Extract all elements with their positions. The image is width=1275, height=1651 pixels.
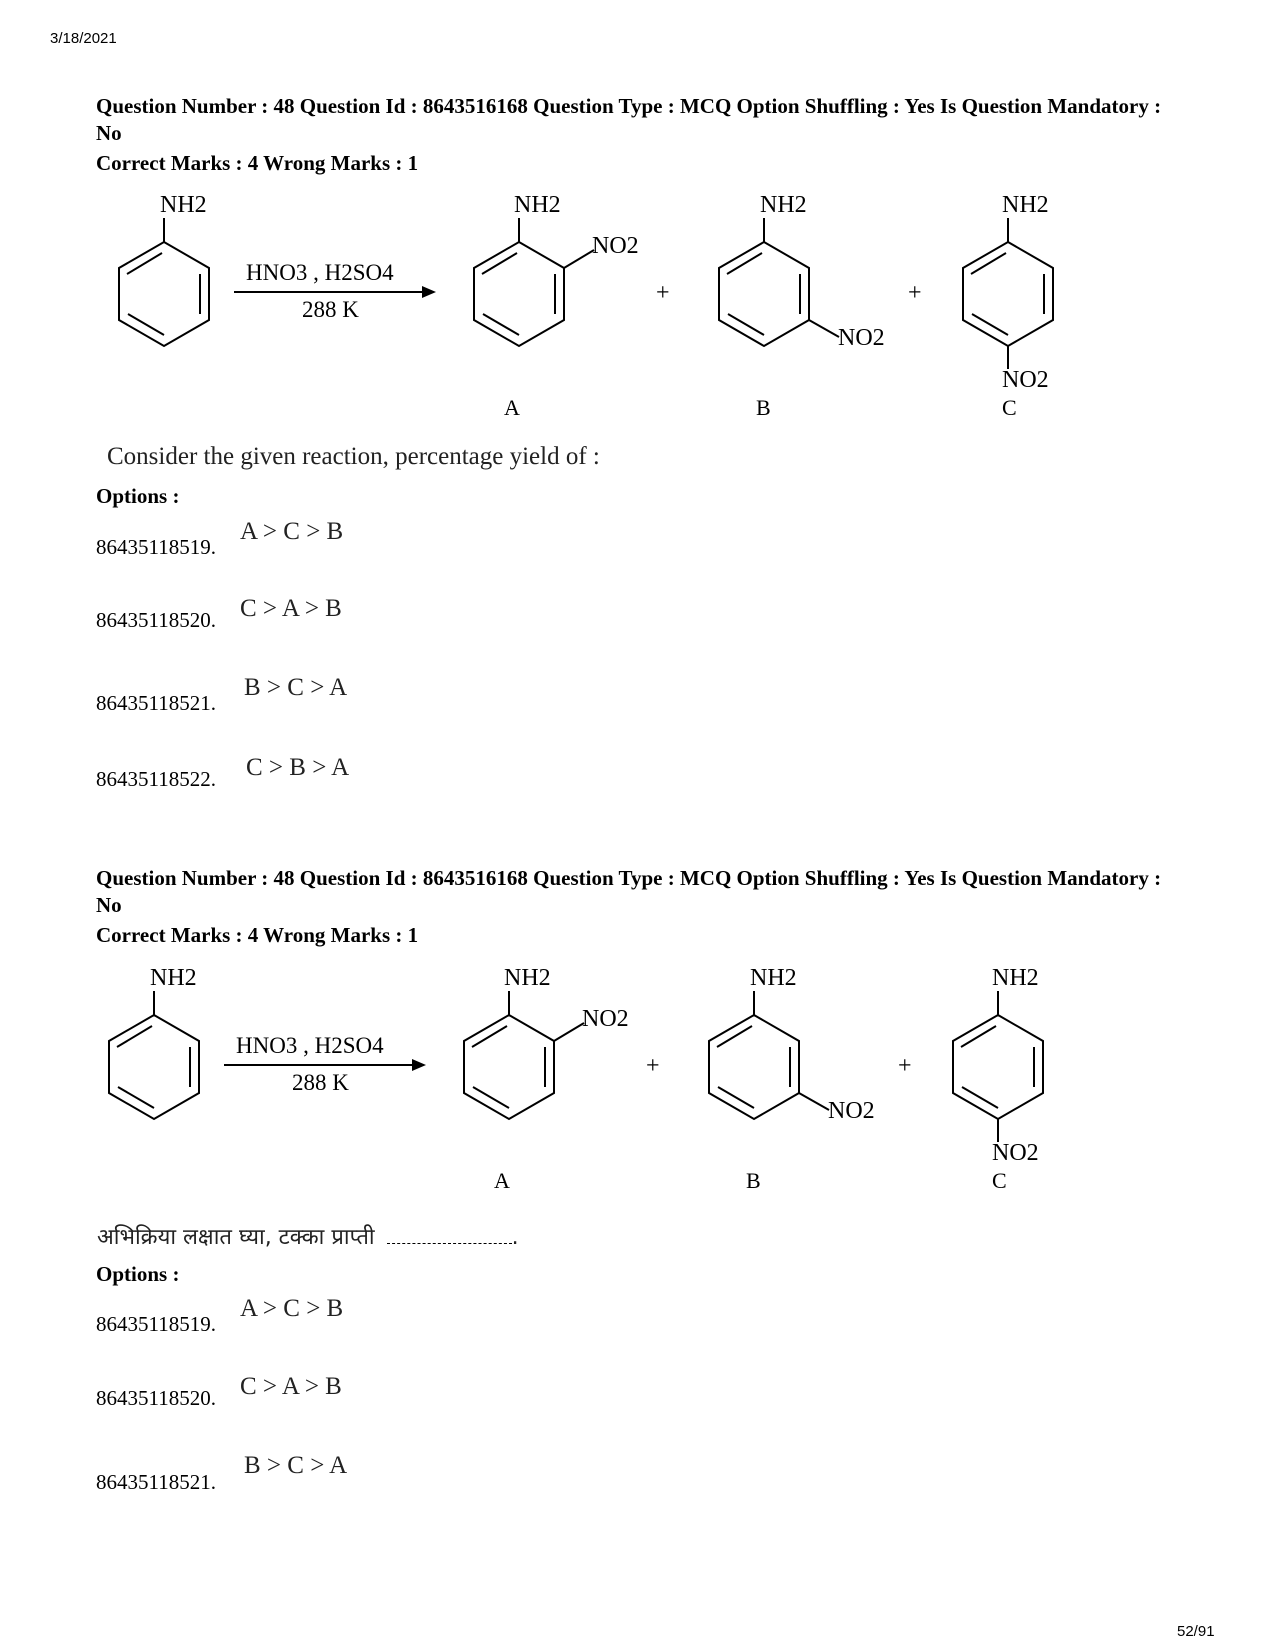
question-marks: Correct Marks : 4 Wrong Marks : 1: [96, 923, 419, 947]
question-stem: Consider the given reaction, percentage yield of :: [107, 443, 600, 470]
plus-sign: +: [898, 1053, 912, 1079]
nh2-label: NH2: [760, 192, 807, 218]
product-label-a: A: [494, 1168, 510, 1193]
answer-blank: [387, 1243, 512, 1244]
nh2-label: NH2: [514, 192, 561, 218]
nh2-label: NH2: [750, 965, 797, 991]
temperature-label: 288 K: [292, 1070, 349, 1095]
nh2-label: NH2: [992, 965, 1039, 991]
nh2-label: NH2: [150, 965, 197, 991]
question-stem: [97, 1221, 519, 1251]
option-id: 86435118522.: [96, 767, 216, 791]
reaction-arrow: [224, 1033, 426, 1095]
option-text[interactable]: B > C > A: [244, 1452, 348, 1479]
question-header: Question Number : 48 Question Id : 8643516168 Question Type : MCQ Option Shuffling : Yes Is Question Mandatory : No: [96, 94, 1162, 145]
reagent-label: HNO3 , H2SO4: [246, 260, 394, 285]
product-a-structure: [464, 965, 629, 1193]
product-label-b: B: [746, 1168, 761, 1193]
question-stem-end: .: [511, 1225, 519, 1250]
product-a-structure: [474, 192, 639, 420]
option-id: 86435118520.: [96, 608, 216, 632]
product-c-structure: [963, 192, 1053, 420]
option-text[interactable]: B > C > A: [244, 674, 348, 701]
no2-label: NO2: [838, 325, 885, 351]
option-text[interactable]: A > C > B: [240, 1295, 344, 1322]
option-text[interactable]: A > C > B: [240, 518, 344, 545]
product-b-structure: [709, 965, 875, 1193]
option-id: 86435118519.: [96, 535, 216, 559]
reaction-arrow: [234, 260, 436, 322]
nh2-label: NH2: [504, 965, 551, 991]
question-header: Question Number : 48 Question Id : 8643516168 Question Type : MCQ Option Shuffling : Yes Is Question Mandatory : No: [96, 866, 1162, 917]
temperature-label: 288 K: [302, 297, 359, 322]
reaction-diagram: [86, 958, 1106, 1203]
nh2-label: NH2: [160, 192, 207, 218]
plus-sign: +: [908, 280, 922, 306]
no2-label: NO2: [1002, 367, 1049, 393]
option-id: 86435118520.: [96, 1386, 216, 1410]
print-date: 3/18/2021: [50, 30, 117, 47]
product-label-c: C: [992, 1168, 1007, 1193]
plus-sign: +: [646, 1053, 660, 1079]
plus-sign: +: [656, 280, 670, 306]
option-id: 86435118521.: [96, 691, 216, 715]
option-id: 86435118521.: [96, 1470, 216, 1494]
no2-label: NO2: [992, 1140, 1039, 1166]
nh2-label: NH2: [1002, 192, 1049, 218]
no2-label: NO2: [582, 1006, 629, 1032]
product-c-structure: [953, 965, 1043, 1193]
question-marks: Correct Marks : 4 Wrong Marks : 1: [96, 151, 419, 175]
aniline-structure: [119, 192, 209, 346]
question-stem-text: अभिक्रिया लक्षात घ्या, टक्का प्राप्ती: [97, 1225, 375, 1250]
product-label-b: B: [756, 395, 771, 420]
no2-label: NO2: [828, 1098, 875, 1124]
option-text[interactable]: C > A > B: [240, 1373, 342, 1400]
no2-label: NO2: [592, 233, 639, 259]
aniline-structure: [109, 965, 199, 1119]
page-number: 52/91: [1177, 1623, 1215, 1640]
reagent-label: HNO3 , H2SO4: [236, 1033, 384, 1058]
option-text[interactable]: C > B > A: [246, 754, 350, 781]
options-label: Options :: [96, 1262, 180, 1286]
option-text[interactable]: C > A > B: [240, 595, 342, 622]
options-label: Options :: [96, 484, 180, 508]
product-label-c: C: [1002, 395, 1017, 420]
product-b-structure: [719, 192, 885, 420]
option-id: 86435118519.: [96, 1312, 216, 1336]
product-label-a: A: [504, 395, 520, 420]
reaction-diagram: [96, 185, 1116, 430]
